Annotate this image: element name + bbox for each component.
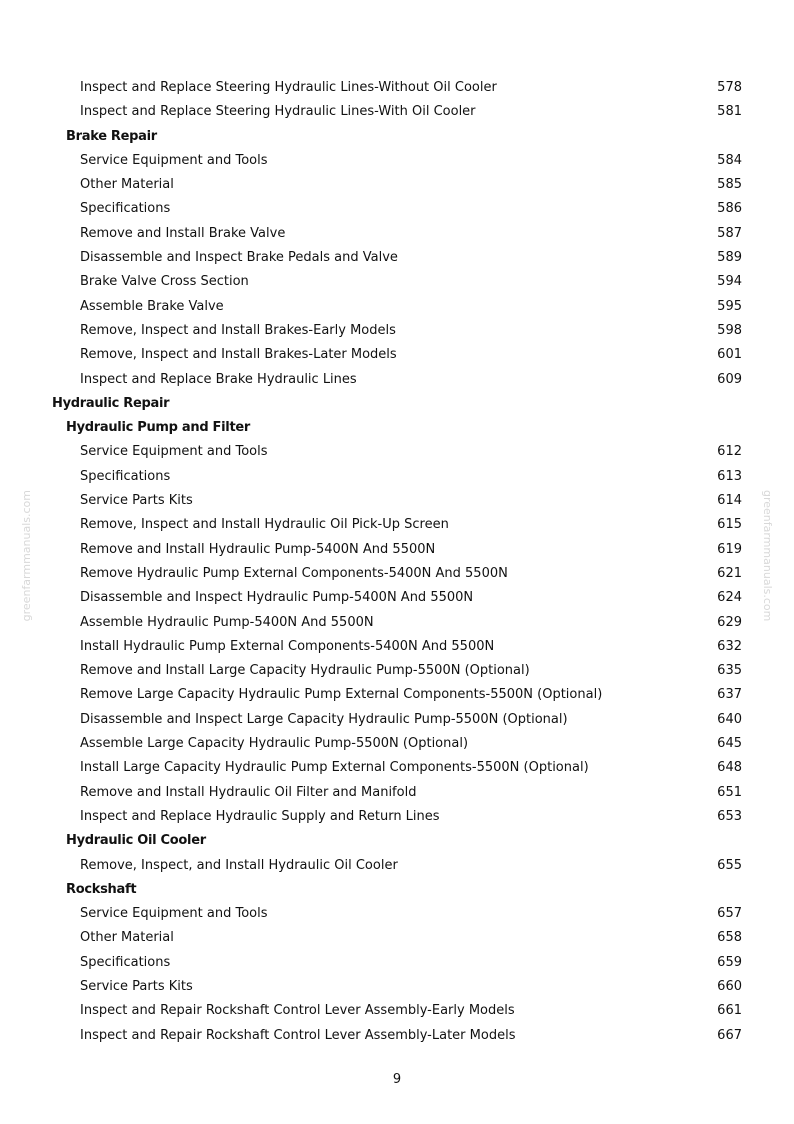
toc-entry-title: Service Equipment and Tools xyxy=(80,444,268,460)
toc-entry-page: 624 xyxy=(717,590,742,606)
toc-entry-page: 578 xyxy=(717,80,742,95)
toc-entry-page: 589 xyxy=(717,250,742,266)
toc-entry-title: Specifications xyxy=(80,201,171,217)
toc-section-heading xyxy=(0,878,794,902)
toc-entry-title: Assemble Large Capacity Hydraulic Pump-5500N (Optional) xyxy=(80,736,469,752)
toc-entry-page: 657 xyxy=(717,906,742,922)
toc-entry-page: 655 xyxy=(717,857,742,873)
toc-entry[interactable] xyxy=(0,538,794,562)
toc-entry-title: Inspect and Replace Steering Hydraulic Lines-With Oil Cooler xyxy=(80,104,476,120)
toc-entry-title: Disassemble and Inspect Hydraulic Pump-5400N And 5500N xyxy=(80,590,474,606)
toc-entry-page: 667 xyxy=(717,1027,742,1043)
toc-entry-title: Other Material xyxy=(80,930,174,946)
toc-entry[interactable] xyxy=(0,222,794,246)
toc-entry[interactable] xyxy=(0,513,794,537)
toc-section-heading xyxy=(0,829,794,853)
toc-entry-title: Remove and Install Hydraulic Oil Filter and Manifold xyxy=(80,784,417,800)
toc-entry[interactable] xyxy=(0,270,794,294)
toc-entry-page: 648 xyxy=(717,760,742,776)
toc-entry-page: 621 xyxy=(717,565,742,581)
toc-entry[interactable] xyxy=(0,586,794,610)
toc-entry[interactable] xyxy=(0,926,794,950)
toc-entry-page: 659 xyxy=(717,954,742,970)
toc-entry-title: Remove and Install Brake Valve xyxy=(80,225,286,241)
toc-entry[interactable] xyxy=(0,611,794,635)
toc-section-heading xyxy=(0,416,794,440)
toc-entry-title: Remove and Install Large Capacity Hydraulic Pump-5500N (Optional) xyxy=(80,663,530,679)
watermark-left: greenfarmmanuals.com xyxy=(20,490,33,622)
toc-entry-page: 587 xyxy=(717,225,742,241)
toc-entry-title: Assemble Hydraulic Pump-5400N And 5500N xyxy=(80,614,374,630)
toc-entry-title: Rockshaft xyxy=(66,881,137,897)
toc-entry-page: 612 xyxy=(717,444,742,460)
toc-entry-title: Inspect and Repair Rockshaft Control Lever Assembly-Later Models xyxy=(80,1027,516,1043)
toc-entry[interactable] xyxy=(0,659,794,683)
toc-section-heading xyxy=(0,125,794,149)
toc-entry-title: Disassemble and Inspect Brake Pedals and Valve xyxy=(80,250,398,266)
toc-entry-title: Remove, Inspect and Install Brakes-Later Models xyxy=(80,347,397,363)
toc-entry[interactable] xyxy=(0,975,794,999)
toc-entry-page: 594 xyxy=(717,274,742,290)
toc-entry[interactable] xyxy=(0,149,794,173)
toc-entry-title: Install Hydraulic Pump External Components-5400N And 5500N xyxy=(80,638,495,654)
toc-entry-page: 635 xyxy=(717,663,742,679)
toc-entry-page: 598 xyxy=(717,322,742,338)
toc-entry[interactable] xyxy=(0,76,794,100)
toc-entry-page: 632 xyxy=(717,638,742,654)
toc-entry[interactable] xyxy=(0,781,794,805)
toc-entry[interactable] xyxy=(0,708,794,732)
toc-entry-title: Brake Valve Cross Section xyxy=(80,274,249,290)
toc-entry-title: Remove and Install Hydraulic Pump-5400N And 5500N xyxy=(80,541,436,557)
toc-entry[interactable] xyxy=(0,173,794,197)
toc-entry-page: 645 xyxy=(717,736,742,752)
toc-entry-page: 585 xyxy=(717,177,742,193)
toc-entry[interactable] xyxy=(0,489,794,513)
toc-entry[interactable] xyxy=(0,319,794,343)
toc-entry-title: Remove Large Capacity Hydraulic Pump External Components-5500N (Optional) xyxy=(80,687,603,703)
toc-entry[interactable] xyxy=(0,197,794,221)
toc-entry[interactable] xyxy=(0,635,794,659)
toc-entry-title: Specifications xyxy=(80,468,171,484)
toc-entry-title: Install Large Capacity Hydraulic Pump External Components-5500N (Optional) xyxy=(80,760,589,776)
toc-entry-page: 586 xyxy=(717,201,742,217)
toc-entry[interactable] xyxy=(0,805,794,829)
toc-entry-title: Disassemble and Inspect Large Capacity Hydraulic Pump-5500N (Optional) xyxy=(80,711,568,727)
toc-entry-title: Remove, Inspect, and Install Hydraulic Oil Cooler xyxy=(80,857,398,873)
toc-entry[interactable] xyxy=(0,683,794,707)
toc-entry[interactable] xyxy=(0,1024,794,1048)
toc-entry-title: Brake Repair xyxy=(66,128,157,144)
toc-entry-title: Service Parts Kits xyxy=(80,493,193,509)
toc-entry-page: 658 xyxy=(717,930,742,946)
toc-entry-title: Remove Hydraulic Pump External Components-5400N And 5500N xyxy=(80,565,508,581)
toc-entry-page: 613 xyxy=(717,468,742,484)
toc-entry[interactable] xyxy=(0,562,794,586)
toc-entry[interactable] xyxy=(0,295,794,319)
toc-entry[interactable] xyxy=(0,756,794,780)
toc-entry[interactable] xyxy=(0,440,794,464)
toc-entry-title: Remove, Inspect and Install Brakes-Early Models xyxy=(80,322,396,338)
page-number: 9 xyxy=(392,1072,402,1087)
toc-entry[interactable] xyxy=(0,951,794,975)
toc-entry-title: Remove, Inspect and Install Hydraulic Oil Pick-Up Screen xyxy=(80,517,449,533)
toc-entry-title: Hydraulic Pump and Filter xyxy=(66,420,250,436)
toc-entry-title: Inspect and Repair Rockshaft Control Lever Assembly-Early Models xyxy=(80,1003,515,1019)
toc-entry-title: Service Equipment and Tools xyxy=(80,906,268,922)
toc-entry-title: Service Equipment and Tools xyxy=(80,152,268,168)
toc-entry-page: 661 xyxy=(717,1003,742,1019)
toc-entry-title: Inspect and Replace Brake Hydraulic Lines xyxy=(80,371,357,387)
toc-entry-page: 615 xyxy=(717,517,742,533)
toc-entry[interactable] xyxy=(0,368,794,392)
toc-entry-page: 619 xyxy=(717,541,742,557)
toc-entry-page: 581 xyxy=(717,104,742,120)
toc-entry-page: 609 xyxy=(717,371,742,387)
toc-entry[interactable] xyxy=(0,854,794,878)
watermark-right: greenfarmmanuals.com xyxy=(761,490,774,622)
toc-entry-title: Hydraulic Oil Cooler xyxy=(66,833,206,849)
toc-entry[interactable] xyxy=(0,100,794,124)
toc-entry-title: Inspect and Replace Steering Hydraulic Lines-Without Oil Cooler xyxy=(80,80,497,95)
toc-entry-page: 595 xyxy=(717,298,742,314)
toc-section-heading xyxy=(0,392,794,416)
toc-entry-page: 653 xyxy=(717,808,742,824)
toc-entry-title: Specifications xyxy=(80,954,171,970)
toc-entry[interactable] xyxy=(0,343,794,367)
toc-entry[interactable] xyxy=(0,732,794,756)
toc-entry-page: 601 xyxy=(717,347,742,363)
toc-entry[interactable] xyxy=(0,246,794,270)
toc-entry[interactable] xyxy=(0,902,794,926)
toc-entry-page: 660 xyxy=(717,978,742,994)
toc-entry-page: 637 xyxy=(717,687,742,703)
toc-entry-page: 629 xyxy=(717,614,742,630)
toc-entry-title: Service Parts Kits xyxy=(80,978,193,994)
toc-entry-title: Other Material xyxy=(80,177,174,193)
toc-entry-title: Inspect and Replace Hydraulic Supply and Return Lines xyxy=(80,808,440,824)
toc-entry-page: 651 xyxy=(717,784,742,800)
toc-entry-title: Assemble Brake Valve xyxy=(80,298,224,314)
table-of-contents xyxy=(0,76,794,1048)
toc-entry-page: 584 xyxy=(717,152,742,168)
toc-entry-page: 614 xyxy=(717,493,742,509)
toc-entry[interactable] xyxy=(0,999,794,1023)
toc-entry-title: Hydraulic Repair xyxy=(52,395,170,411)
toc-entry-page: 640 xyxy=(717,711,742,727)
toc-entry[interactable] xyxy=(0,465,794,489)
